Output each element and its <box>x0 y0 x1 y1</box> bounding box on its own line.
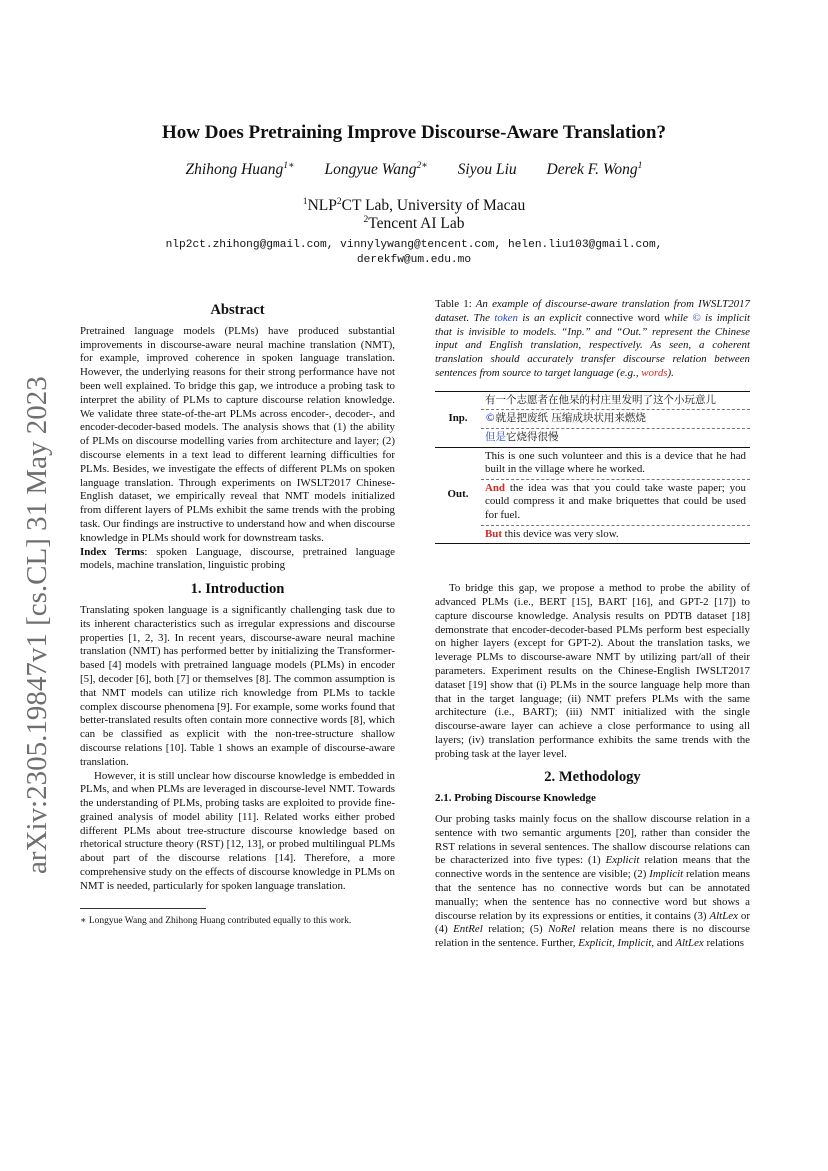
author-list <box>60 161 768 179</box>
probing-subheading: 2.1. Probing Discourse Knowledge <box>435 792 596 805</box>
author-emails <box>100 238 728 268</box>
arxiv-identifier-text: arXiv:2305.19847v1 [cs.CL] 31 May 2023 <box>21 376 53 874</box>
footnote-equal-contribution: ∗ Longyue Wang and Zhihong Huang contributed equally to this work. <box>80 915 352 926</box>
output-sentence-2: And the idea was that you could take waste paper; you could compress it and make briquettes that could be used for fuel. <box>481 480 750 526</box>
introduction-heading: 1. Introduction <box>190 581 285 598</box>
email-line: nlp2ct.zhihong@gmail.com, vinnylywang@tencent.com, helen.liu103@gmail.com, <box>165 239 663 251</box>
abstract-body: Pretrained language models (PLMs) have produced substantial improvements in discourse-aware neural machine translation (NMT), for example, improved coherence in spoken language translation. However, the underlying reasons for their strong performance have not been well explained. To bridge this gap, we introduce a probing task to interpret the ability of PLMs to capture discourse relation knowledge. We validate three state-of-the-art PLMs across encoder-, decoder-, and encoder-decoder-based models. The analysis shows that (1) the ability of PLMs on discourse modelling varies from architecture and layer; (2) discourse elements in a text lead to different learning difficulties for PLMs. Besides, we investigate the effects of different PLMs on spoken language translation. Through experiments on IWSLT2017 Chinese-English dataset, we empirically reveal that NMT models initialized from different layers of PLMs exhibit the same trends with the probing task. Our findings are instructive to understand how and when discourse knowledge in PLMs should work for downstream tasks. <box>80 324 395 544</box>
abstract-heading: Abstract <box>210 302 265 318</box>
paper-title: How Does Pretraining Improve Discourse-Aware Translation? <box>162 122 666 143</box>
row-label-input: Inp. <box>448 412 468 425</box>
example-table <box>435 391 750 544</box>
affiliation-macau: $^1$NLP$^2$CT Lab, University of Macau <box>302 195 526 214</box>
author: Derek F. Wong$^1$ <box>546 159 643 178</box>
index-terms: Index Terms: spoken Language, discourse, pretrained language models, machine translation, linguistic probing <box>80 545 395 572</box>
footnote-rule <box>80 908 206 909</box>
table-caption: Table 1: An example of discourse-aware translation from IWSLT2017 dataset. The token is an explicit connective word while © is implicit that is invisible to models. “Inp.” and “Out.” represent the Chinese input and English translation, respectively. As seen, a coherent translation should accurately transfer discourse relation between sentences from source to target language (e.g., words). <box>435 298 750 379</box>
input-sentence-3: 但是它烧得很慢 <box>485 430 559 443</box>
input-sentence-1: 有一个志愿者在他呆的村庄里发明了这个小玩意儿 <box>481 392 750 411</box>
methodology-paragraph: Our probing tasks mainly focus on the shallow discourse relation in a sentence with two semantic arguments [20], rather than consider the RST relations in several sentences. The shallow discourse relations can be characterized into five types: (1) Explicit relation means that the connective words in the sentence are visible; (2) Implicit relation means that the sentence has no connective words but can be annotated manually; when the sentence has no connective word but shows a discourse relation by its expressions or entities, it contains (3) AltLex or (4) EntRel relation; (5) NoRel relation means there is no discourse relation in the sentence. Further, Explicit, Implicit, and AltLex relations <box>435 813 751 950</box>
left-column <box>80 298 395 927</box>
output-sentence-1: This is one such volunteer and this is a device that he had built in the village where he worked. <box>481 448 750 480</box>
author: Longyue Wang$^{2∗}$ <box>324 159 428 178</box>
row-label-output: Out. <box>447 488 469 501</box>
right-column <box>435 298 750 951</box>
methodology-heading: 2. Methodology <box>544 769 641 786</box>
intro-paragraph-3: To bridge this gap, we propose a method to probe the ability of advanced PLMs (i.e., BERT [15], BART [16], and GPT-2 [17]) to capture discourse knowledge. Analysis results on PDTB dataset [18] demonstrate that encoder-decoder-based PLMs perform best especially on higher layers (except for GPT-2). About the translation tasks, we leverage PLMs to discourse-aware NMT by utilizing part/all of their parameters. Experiment results on the Chinese-English IWSLT2017 dataset [19] show that (i) PLMs in the source language help more than that in the target language; (ii) NMT prefers PLMs with the same architecture (i.e., BART); (iii) NMT initialized with the single discourse-aware layer can achieve a close performance to using all layers; (iv) translation performance exhibits the same trends with the probing task at the layer level. <box>435 582 750 760</box>
email-line: derekfw@um.edu.mo <box>356 254 472 266</box>
intro-paragraph-2: However, it is still unclear how discourse knowledge is embedded in PLMs, and when PLMs are leveraged in discourse-level NMT. Towards the understanding of PLMs, probing tasks are exploited to provide fine-grained analysis of model ability [11]. Related works either probed different PLMs about tree-structure discourse knowledge based on rhetorical structure theory (RST) [12, 13], or probed multilingual PLMs about part of the discourse relations [14]. Therefore, a more comprehensive study on the effects of discourse knowledge in PLMs on NMT is needed, particularly for spoken language translation. <box>80 769 395 892</box>
input-sentence-2: ©就是把废纸 压缩成块状用来燃烧 <box>481 410 750 429</box>
arxiv-identifier <box>2 318 60 878</box>
table-row-input <box>435 392 750 447</box>
affiliation-tencent: $^2$Tencent AI Lab <box>363 213 465 232</box>
table-row-output <box>435 447 750 544</box>
intro-paragraph-1: Translating spoken language is a significantly challenging task due to its inherent characteristics such as irregular expressions and discourse properties [1, 2, 3]. In recent years, discourse-aware neural machine translation (NMT) has performed better by initializing the Transformer-based [4] models with pretrained language models (PLMs) in encoder [5], decoder [6], both [7] or themselves [8]. The common assumption is that NMT models can utilize rich knowledge from PLMs to tackle complex discourse phenomena [9]. For example, some works found that better-translated results often contain more connective words [8], which can be classified as explicit with the non-tree-structure shallow discourse relations [10]. Table 1 shows an example of discourse-aware translation. <box>80 603 395 768</box>
output-sentence-3: But this device was very slow. <box>485 527 619 540</box>
author: Siyou Liu <box>457 161 517 178</box>
author: Zhihong Huang$^{1∗}$ <box>185 159 295 178</box>
